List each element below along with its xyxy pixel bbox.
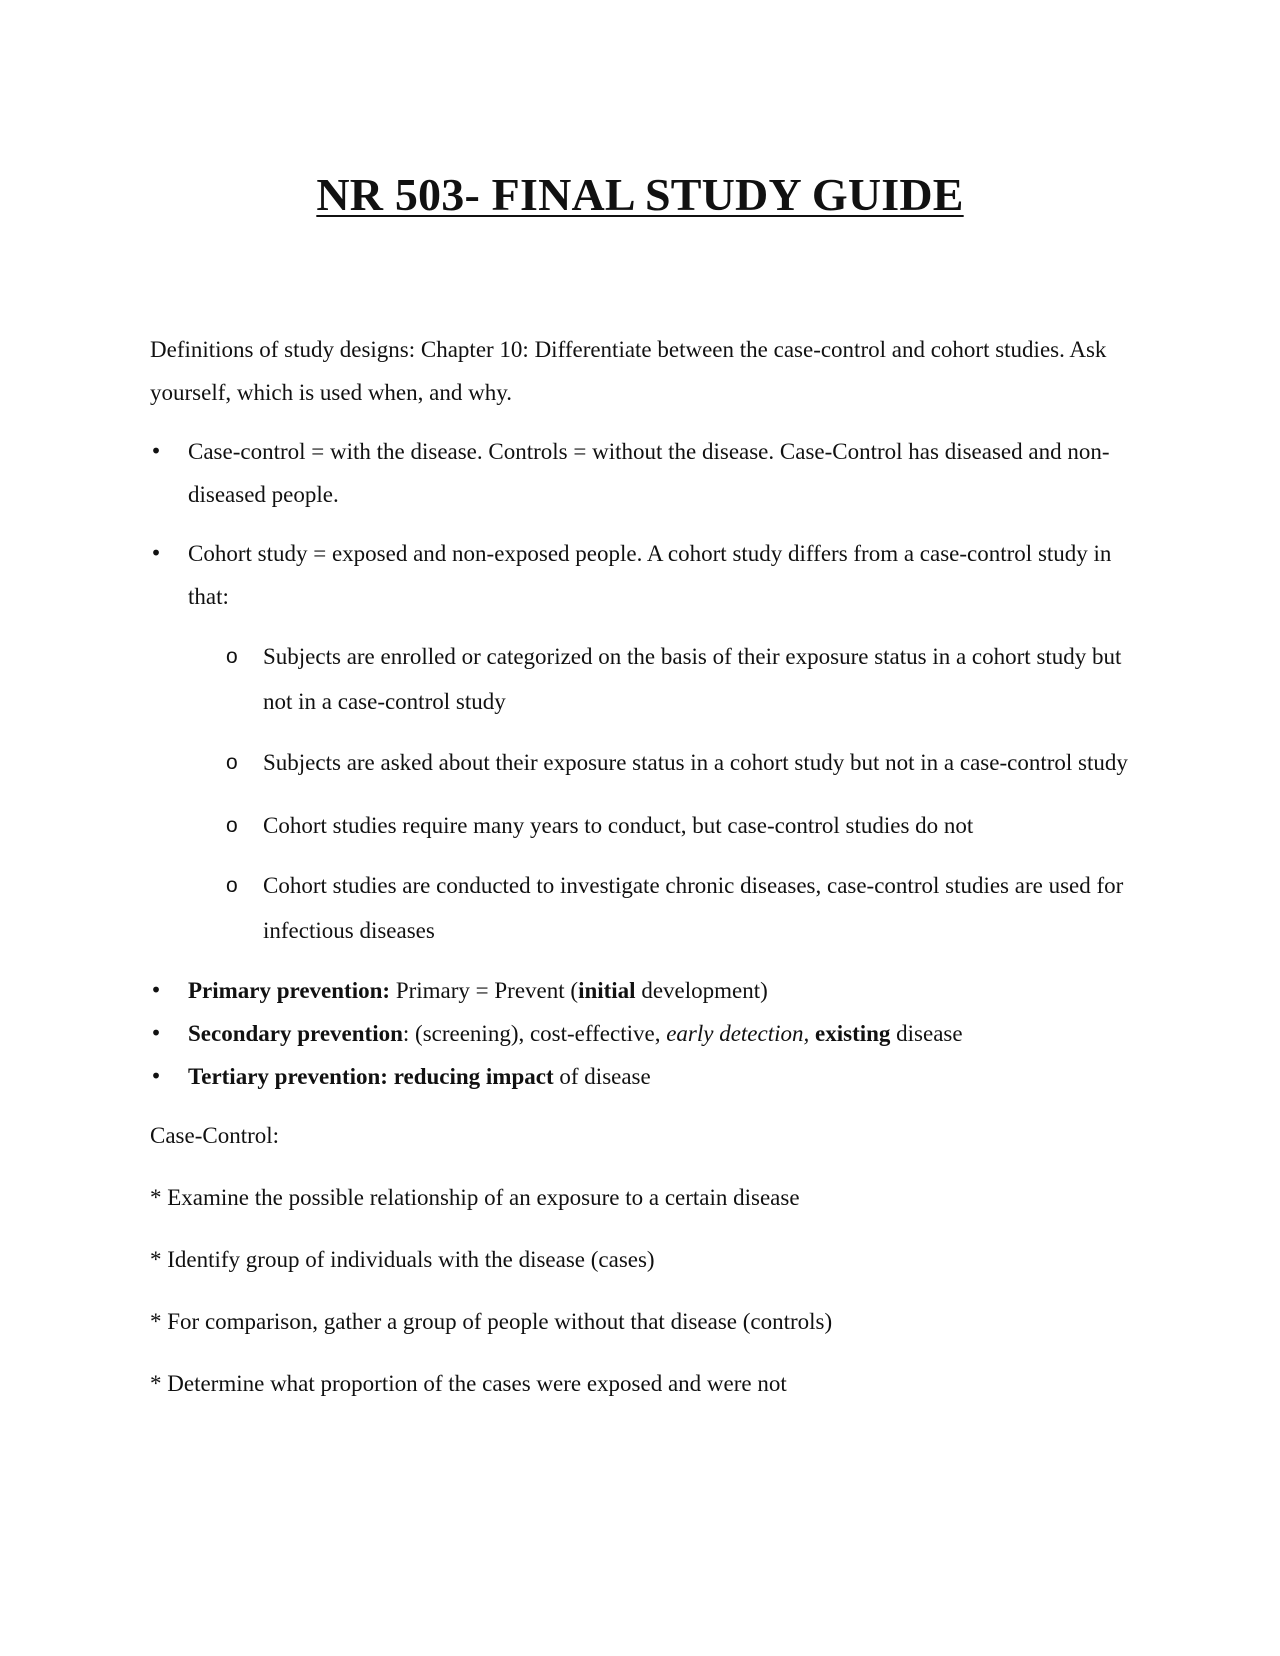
document-body bbox=[150, 328, 1130, 1424]
sub-item-text: Subjects are asked about their exposure status in a cohort study but not in a case-control study bbox=[263, 750, 1128, 775]
circle-bullet-icon: o bbox=[226, 645, 238, 668]
bullet-icon: • bbox=[150, 439, 162, 463]
secondary-prevention-text-end: disease bbox=[890, 1021, 963, 1046]
sub-item bbox=[150, 740, 1130, 785]
bullet-text: Cohort study = exposed and non-exposed people. A cohort study differs from a case-control study in that: bbox=[188, 541, 1112, 609]
bullet-icon: • bbox=[150, 1021, 162, 1045]
case-control-point: * Identify group of individuals with the disease (cases) bbox=[150, 1247, 655, 1272]
sub-item bbox=[150, 634, 1130, 724]
primary-prevention-label: Primary prevention: bbox=[188, 978, 391, 1003]
circle-bullet-icon: o bbox=[226, 751, 238, 774]
primary-prevention-emphasis: initial bbox=[578, 978, 636, 1003]
case-control-point: * For comparison, gather a group of people without that disease (controls) bbox=[150, 1309, 833, 1334]
primary-prevention-text-end: development) bbox=[635, 978, 768, 1003]
secondary-prevention-label: Secondary prevention bbox=[188, 1021, 403, 1046]
tertiary-prevention-label: Tertiary prevention: reducing impact bbox=[188, 1064, 554, 1089]
sub-item-text: Cohort studies require many years to conduct, but case-control studies do not bbox=[263, 813, 974, 838]
sub-item bbox=[150, 801, 1130, 851]
secondary-prevention-emphasis: existing bbox=[815, 1021, 891, 1046]
bullet-case-control bbox=[150, 430, 1130, 516]
secondary-prevention-text: : (screening), cost-effective, bbox=[402, 1021, 667, 1046]
case-control-point: * Examine the possible relationship of an exposure to a certain disease bbox=[150, 1185, 800, 1210]
intro-paragraph: Definitions of study designs: Chapter 10: Differentiate between the case-control and cohort studies. Ask yourself, which is used when, and why. bbox=[150, 337, 1107, 405]
bullet-cohort bbox=[150, 532, 1130, 618]
bullet-icon: • bbox=[150, 978, 162, 1002]
sub-item bbox=[150, 863, 1130, 953]
tertiary-prevention-text: of disease bbox=[553, 1064, 651, 1089]
bullet-icon: • bbox=[150, 541, 162, 565]
bullet-tertiary-prevention bbox=[150, 1055, 1130, 1098]
circle-bullet-icon: o bbox=[226, 814, 238, 837]
secondary-prevention-italic: early detection, bbox=[666, 1021, 810, 1046]
sub-item-text: Subjects are enrolled or categorized on the basis of their exposure status in a cohort study but not in a case-control study bbox=[263, 644, 1122, 714]
primary-prevention-text: Primary = Prevent ( bbox=[390, 978, 579, 1003]
circle-bullet-icon: o bbox=[226, 874, 238, 897]
bullet-text: Case-control = with the disease. Controls = without the disease. Case-Control has diseased and non-diseased people. bbox=[188, 439, 1110, 507]
case-control-point: * Determine what proportion of the cases were exposed and were not bbox=[150, 1371, 787, 1396]
page-title: NR 503- FINAL STUDY GUIDE bbox=[316, 169, 964, 220]
bullet-primary-prevention bbox=[150, 969, 1130, 1012]
bullet-secondary-prevention bbox=[150, 1012, 1130, 1055]
bullet-icon: • bbox=[150, 1064, 162, 1088]
case-control-heading: Case-Control: bbox=[150, 1123, 280, 1148]
sub-item-text: Cohort studies are conducted to investigate chronic diseases, case-control studies are used for infectious diseases bbox=[263, 873, 1124, 943]
